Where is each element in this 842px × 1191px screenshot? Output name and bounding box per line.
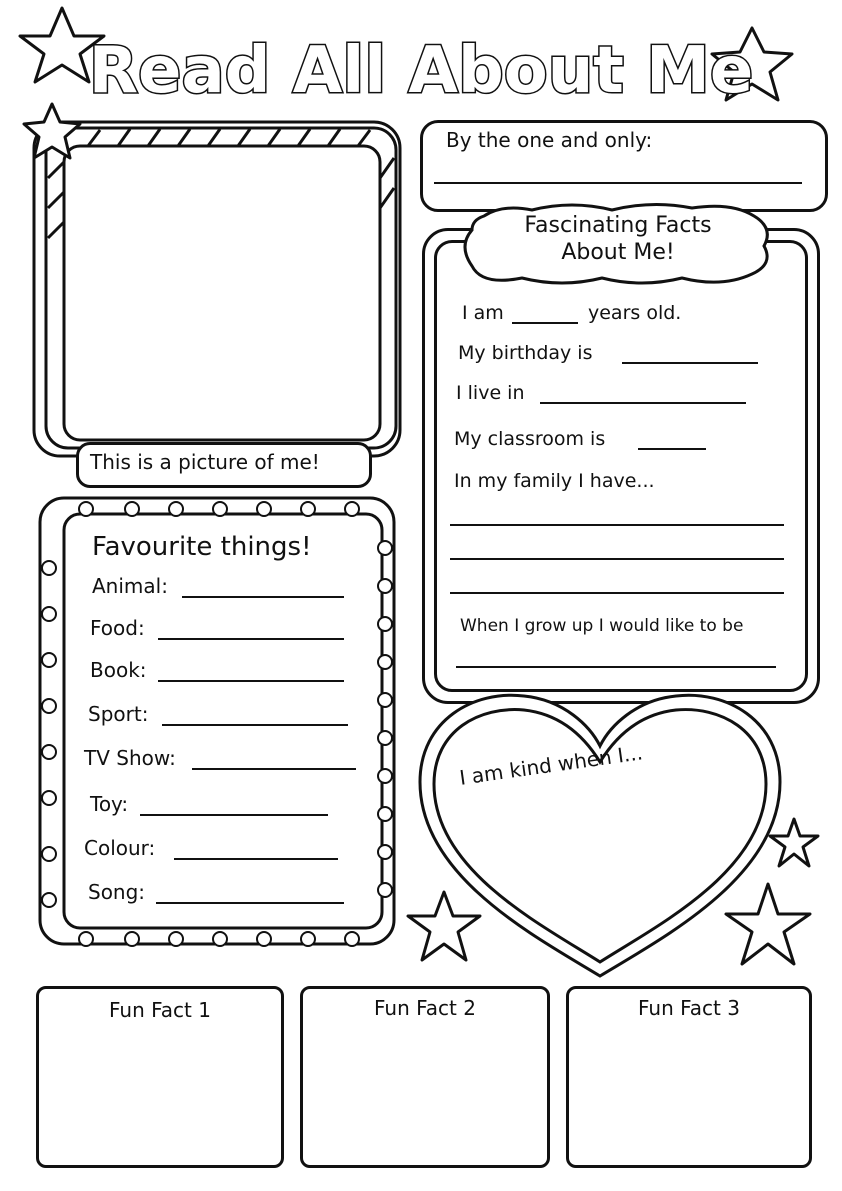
bulb-dot: [212, 931, 228, 947]
birthday-label: My birthday is: [458, 342, 593, 364]
bulb-dot: [300, 501, 316, 517]
fav-song-label: Song:: [88, 880, 146, 904]
fav-animal-label: Animal:: [92, 574, 168, 598]
bulb-dot: [41, 698, 57, 714]
fav-book-label: Book:: [90, 658, 147, 682]
bulb-dot: [78, 501, 94, 517]
live-label: I live in: [456, 382, 525, 404]
star-icon: [766, 816, 822, 872]
fun-fact-1-label: Fun Fact 1: [109, 998, 211, 1022]
bulb-dot: [377, 692, 393, 708]
bulb-dot: [41, 606, 57, 622]
star-icon: [720, 880, 816, 976]
fun-fact-3-label: Fun Fact 3: [638, 996, 740, 1020]
fav-food-line[interactable]: [158, 638, 344, 640]
bulb-dot: [377, 844, 393, 860]
bulb-dot: [344, 931, 360, 947]
bulb-dot: [168, 931, 184, 947]
bulb-dot: [41, 744, 57, 760]
bulb-dot: [41, 846, 57, 862]
bulb-dot: [377, 654, 393, 670]
bulb-dot: [41, 892, 57, 908]
live-line[interactable]: [540, 402, 746, 404]
star-icon: [404, 888, 484, 968]
bulb-dot: [78, 931, 94, 947]
family-line-3[interactable]: [450, 592, 784, 594]
fav-sport-line[interactable]: [162, 724, 348, 726]
fun-fact-2-label: Fun Fact 2: [374, 996, 476, 1020]
fav-animal-line[interactable]: [182, 596, 344, 598]
classroom-line[interactable]: [638, 448, 706, 450]
age-prefix: I am: [462, 302, 504, 324]
birthday-line[interactable]: [622, 362, 758, 364]
bulb-dot: [377, 768, 393, 784]
grow-up-label: When I grow up I would like to be: [460, 616, 744, 636]
picture-frame: [30, 118, 404, 480]
fav-colour-line[interactable]: [174, 858, 338, 860]
fav-tvshow-line[interactable]: [192, 768, 356, 770]
favourites-heading: Favourite things!: [92, 532, 312, 562]
age-suffix: years old.: [588, 302, 682, 324]
fav-song-line[interactable]: [156, 902, 344, 904]
bulb-dot: [124, 931, 140, 947]
bulb-dot: [168, 501, 184, 517]
bulb-dot: [377, 882, 393, 898]
bulb-dot: [377, 616, 393, 632]
fav-colour-label: Colour:: [84, 836, 156, 860]
age-line[interactable]: [512, 322, 578, 324]
facts-heading-line1: Fascinating Facts: [524, 213, 712, 238]
bulb-dot: [377, 806, 393, 822]
grow-up-line[interactable]: [456, 666, 776, 668]
title-text: Read All About Me: [88, 34, 754, 108]
bulb-dot: [41, 790, 57, 806]
bulb-dot: [212, 501, 228, 517]
family-label: In my family I have...: [454, 470, 655, 492]
bulb-dot: [41, 560, 57, 576]
bulb-dot: [377, 730, 393, 746]
bulb-dot: [256, 931, 272, 947]
page-title: [0, 0, 842, 110]
family-line-2[interactable]: [450, 558, 784, 560]
fav-toy-label: Toy:: [90, 792, 129, 816]
author-label: By the one and only:: [446, 128, 653, 152]
facts-heading-line2: About Me!: [561, 240, 675, 265]
bulb-dot: [344, 501, 360, 517]
fav-toy-line[interactable]: [140, 814, 328, 816]
fav-tvshow-label: TV Show:: [84, 746, 176, 770]
family-line-1[interactable]: [450, 524, 784, 526]
fav-food-label: Food:: [90, 616, 145, 640]
picture-caption: This is a picture of me!: [90, 450, 320, 474]
fav-book-line[interactable]: [158, 680, 344, 682]
fav-sport-label: Sport:: [88, 702, 149, 726]
classroom-label: My classroom is: [454, 428, 606, 450]
author-line[interactable]: [434, 182, 802, 184]
bulb-dot: [124, 501, 140, 517]
bulb-dot: [256, 501, 272, 517]
bulb-dot: [377, 578, 393, 594]
bulb-dot: [300, 931, 316, 947]
kind-label: I am kind when I...: [458, 740, 645, 790]
bulb-dot: [41, 652, 57, 668]
bulb-dot: [377, 540, 393, 556]
